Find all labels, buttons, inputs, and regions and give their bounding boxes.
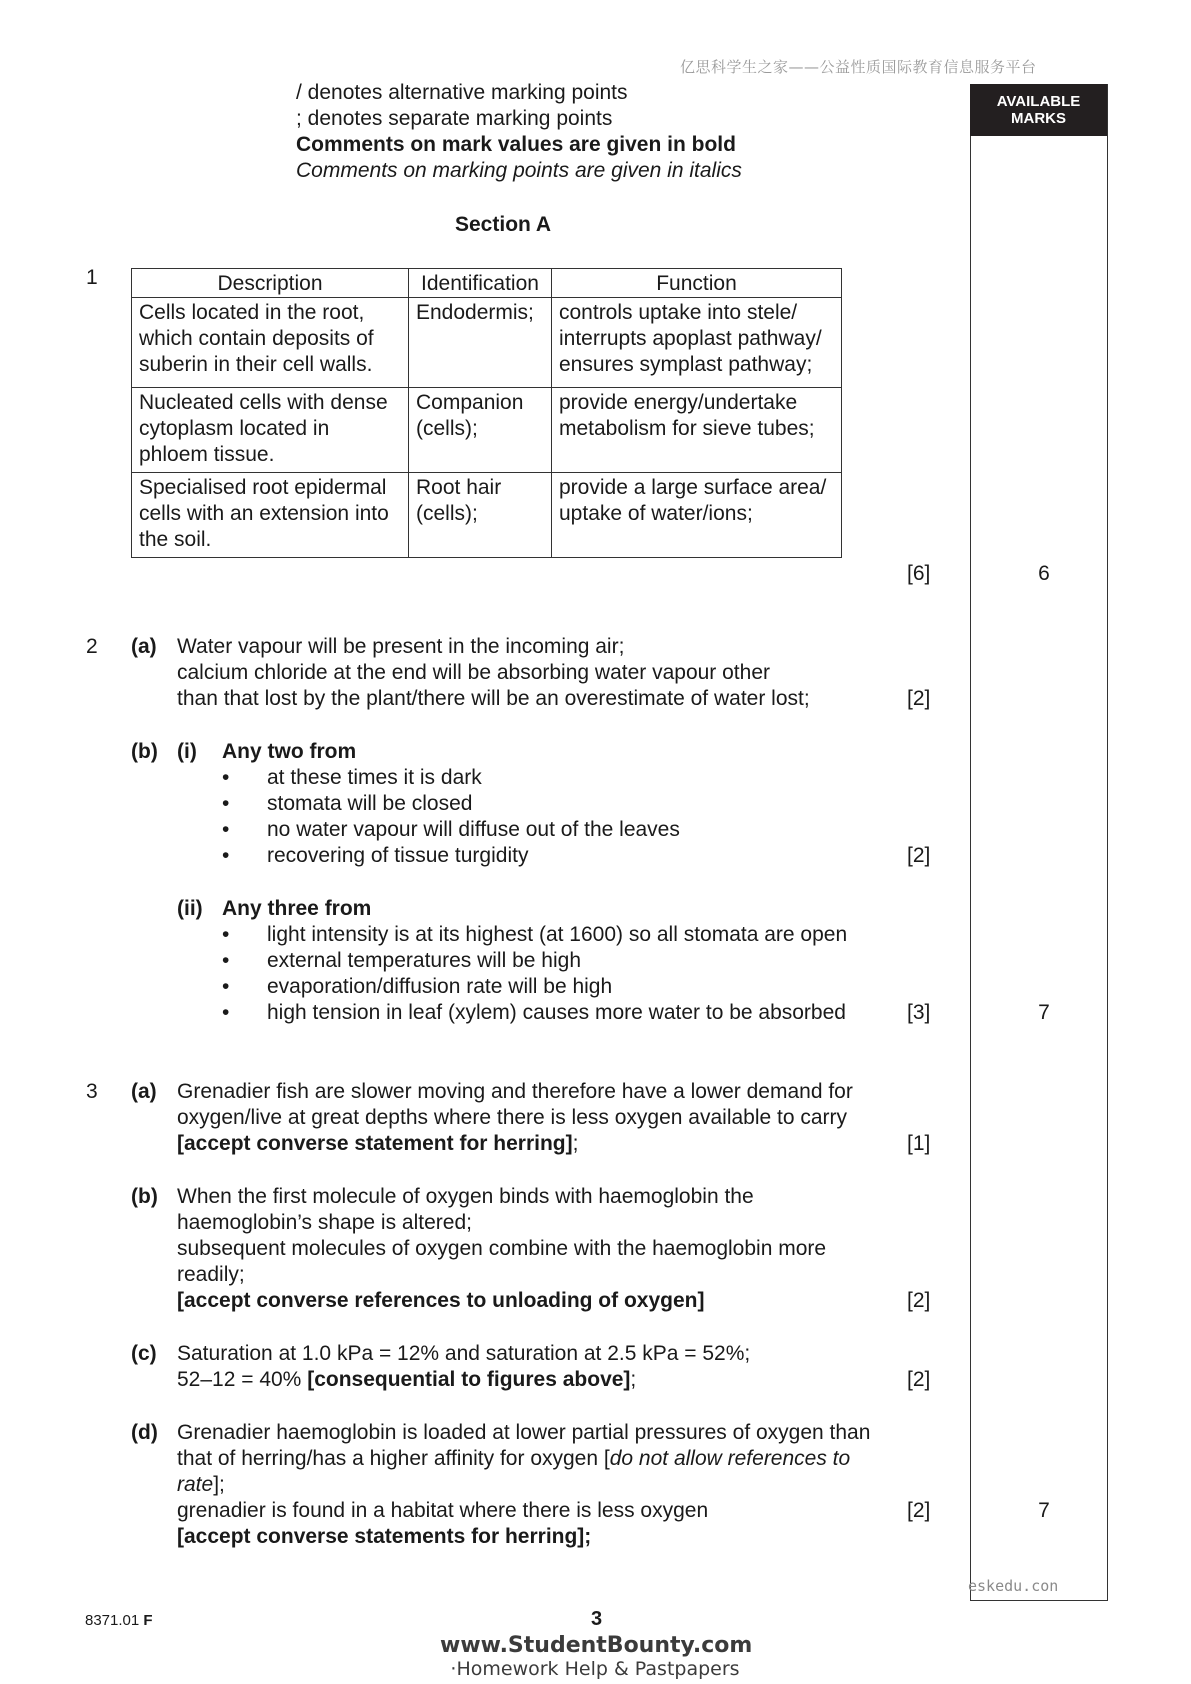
q3c-line1: Saturation at 1.0 kPa = 12% and saturation at 2.5 kPa = 52%; [177,1342,751,1365]
q3c-mark: [2] [907,1368,931,1391]
note-alternative: / denotes alternative marking points [296,81,628,104]
bullet-icon: • [222,975,230,998]
q3a-line2: oxygen/live at great depths where there is less oxygen available to carry [177,1106,848,1129]
cell-function: controls uptake into stele/ interrupts apoplast pathway/ ensures symplast pathway; [552,298,842,388]
q2bi-label: (i) [177,740,197,763]
q2bi-heading: Any two from [222,740,357,763]
bullet-icon: • [222,1001,230,1024]
header-function: Function [552,269,842,298]
q3c-line2: 52–12 = 40% [consequential to figures above]; [177,1368,637,1391]
q1-available: 6 [1038,562,1050,585]
q3d-line5: [accept converse statements for herring]; [177,1525,592,1548]
bullet-icon: • [222,923,230,946]
q3b-line5: [accept converse references to unloading of oxygen] [177,1289,705,1312]
q1-table [131,268,842,558]
q3a-label: (a) [131,1080,157,1103]
studentbounty-logo [440,1633,753,1680]
q3d-line4: grenadier is found in a habitat where there is less oxygen [177,1499,709,1522]
header-identification: Identification [409,269,552,298]
note-separate: ; denotes separate marking points [296,107,613,130]
q3a-line3: [accept converse statement for herring]; [177,1132,579,1155]
q3b-label: (b) [131,1185,158,1208]
marking-notes [296,80,742,184]
cell-description: Cells located in the root, which contain deposits of suberin in their cell walls. [132,298,409,388]
q3a-line1: Grenadier fish are slower moving and therefore have a lower demand for [177,1080,853,1103]
bullet-icon: • [222,844,230,867]
header-description: Description [132,269,409,298]
q2bii-mark: [3] [907,1001,931,1024]
q2b-label: (b) [131,740,158,763]
table-row [132,388,842,473]
paper-code: 8371.01 F [85,1612,153,1629]
cell-function: provide a large surface area/ uptake of water/ions; [552,473,842,558]
q2a-line1: Water vapour will be present in the incoming air; [177,635,625,658]
q2a-line2: calcium chloride at the end will be absorbing water vapour other [177,661,770,684]
bullet-icon: • [222,818,230,841]
q2bii-heading: Any three from [222,897,372,920]
table-header-row [132,269,842,298]
table-row [132,298,842,388]
bullet-icon: • [222,766,230,789]
q2-number: 2 [86,635,98,658]
q3b-line2: haemoglobin’s shape is altered; [177,1211,472,1234]
cell-function: provide energy/undertake metabolism for sieve tubes; [552,388,842,473]
cell-identification: Companion (cells); [409,388,552,473]
section-title: Section A [455,213,552,236]
available-marks-column [970,84,1108,1601]
available-marks-header [970,84,1107,136]
q2a-mark: [2] [907,687,931,710]
bullet-icon: • [222,949,230,972]
q3a-mark: [1] [907,1132,931,1155]
note-bold: Comments on mark values are given in bold [296,133,736,156]
cell-description: Specialised root epidermal cells with an extension into the soil. [132,473,409,558]
cell-identification: Root hair (cells); [409,473,552,558]
q3d-line3: rate]; [177,1473,225,1496]
page-number: 3 [591,1608,603,1630]
note-italics: Comments on marking points are given in italics [296,159,742,182]
q2bi-mark: [2] [907,844,931,867]
q1-number: 1 [86,266,98,289]
q3b-line1: When the first molecule of oxygen binds with haemoglobin the [177,1185,754,1208]
q1-mark: [6] [907,562,931,585]
cell-identification: Endodermis; [409,298,552,388]
q3d-line2: that of herring/has a higher affinity for oxygen [do not allow references to [177,1447,851,1470]
q3-number: 3 [86,1080,98,1103]
q3b-line4: readily; [177,1263,245,1286]
eskedu-watermark: eskedu.con [968,1577,1059,1595]
header-watermark: 亿思科学生之家——公益性质国际教育信息服务平台 [680,58,1037,76]
q3d-mark: [2] [907,1499,931,1522]
q2a-line3: than that lost by the plant/there will be an overestimate of water lost; [177,687,810,710]
q3c-label: (c) [131,1342,157,1365]
q3d-label: (d) [131,1421,158,1444]
bullet-icon: • [222,792,230,815]
q3b-mark: [2] [907,1289,931,1312]
q3-available: 7 [1038,1499,1050,1522]
available-marks-label: AVAILABLE MARKS [996,93,1081,127]
table-row [132,473,842,558]
q2-available: 7 [1038,1001,1050,1024]
q2bii-label: (ii) [177,897,203,920]
q3d-line1: Grenadier haemoglobin is loaded at lower partial pressures of oxygen than [177,1421,871,1444]
logo-line1: www.StudentBounty.com [440,1633,753,1658]
q2a-label: (a) [131,635,157,658]
q3b-line3: subsequent molecules of oxygen combine with the haemoglobin more [177,1237,827,1260]
logo-line2: ·Homework Help & Pastpapers [450,1658,740,1680]
cell-description: Nucleated cells with dense cytoplasm located in phloem tissue. [132,388,409,473]
